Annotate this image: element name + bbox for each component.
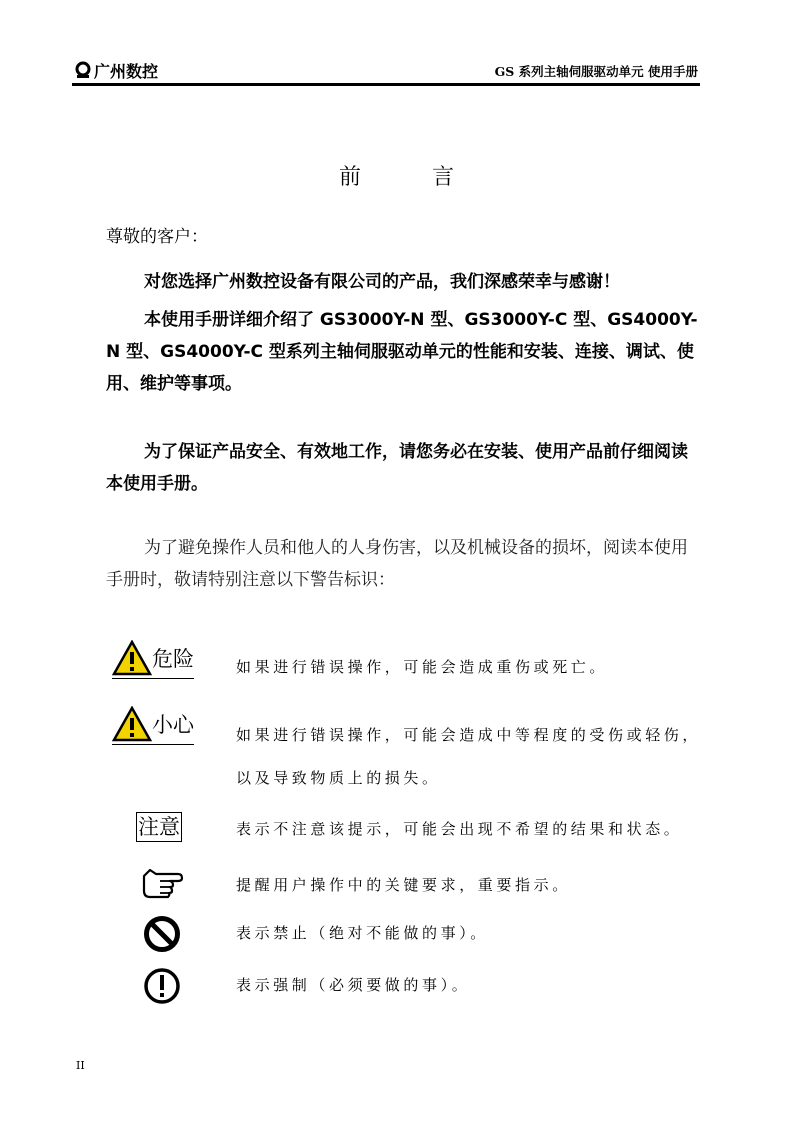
danger-description: 如果进行错误操作，可能会造成重伤或死亡。 — [236, 658, 609, 676]
salutation: 尊敬的客户： — [106, 227, 208, 247]
manual-title: GS 系列主轴伺服驱动单元 使用手册 — [494, 64, 698, 79]
mandatory-icon — [142, 966, 182, 1006]
page-number: II — [76, 1059, 85, 1072]
notice-label-text: 注意 — [136, 812, 182, 842]
caution-description: 如果进行错误操作，可能会造成中等程度的受伤或轻伤， — [236, 726, 702, 744]
page-header — [72, 56, 700, 84]
danger-label — [112, 640, 194, 679]
prohibited-description: 表示禁止（绝对不能做的事）。 — [236, 924, 489, 942]
notice-label — [136, 812, 182, 842]
prohibited-icon — [142, 914, 182, 954]
danger-label-text: 危险 — [152, 647, 194, 671]
paragraph-safety: 为了保证产品安全、有效地工作，请您务必在安装、使用产品前仔细阅读本使用手册。 — [106, 442, 688, 494]
page-title: 前 言 — [339, 165, 486, 190]
warning-triangle-icon — [112, 640, 152, 676]
warning-triangle-icon — [112, 706, 152, 742]
caution-label — [112, 706, 194, 745]
gsk-logo-icon — [74, 61, 92, 79]
notice-description: 表示不注意该提示，可能会出现不希望的结果和状态。 — [236, 820, 683, 838]
company-logo — [74, 58, 158, 82]
caution-label-text: 小心 — [152, 713, 194, 737]
caution-description-line2: 以及导致物质上的损失。 — [236, 769, 441, 787]
pointing-hand-icon — [140, 862, 184, 906]
logo-text: 广州数控 — [94, 61, 159, 81]
paragraph-intro: 本使用手册详细介绍了 GS3000Y-N 型、GS3000Y-C 型、GS4000Y-N 型、GS4000Y-C 型系列主轴伺服驱动单元的性能和安装、连接、调试、使用、维护等事项。 — [106, 310, 698, 394]
mandatory-description: 表示强制（必须要做的事）。 — [236, 976, 471, 994]
paragraph-thanks: 对您选择广州数控设备有限公司的产品，我们深感荣幸与感谢！ — [144, 272, 620, 292]
hint-description: 提醒用户操作中的关键要求，重要指示。 — [236, 876, 571, 894]
paragraph-warning-intro: 为了避免操作人员和他人的人身伤害，以及机械设备的损坏，阅读本使用手册时，敬请特别注意以下警告标识： — [106, 538, 688, 590]
header-rule — [72, 83, 700, 86]
